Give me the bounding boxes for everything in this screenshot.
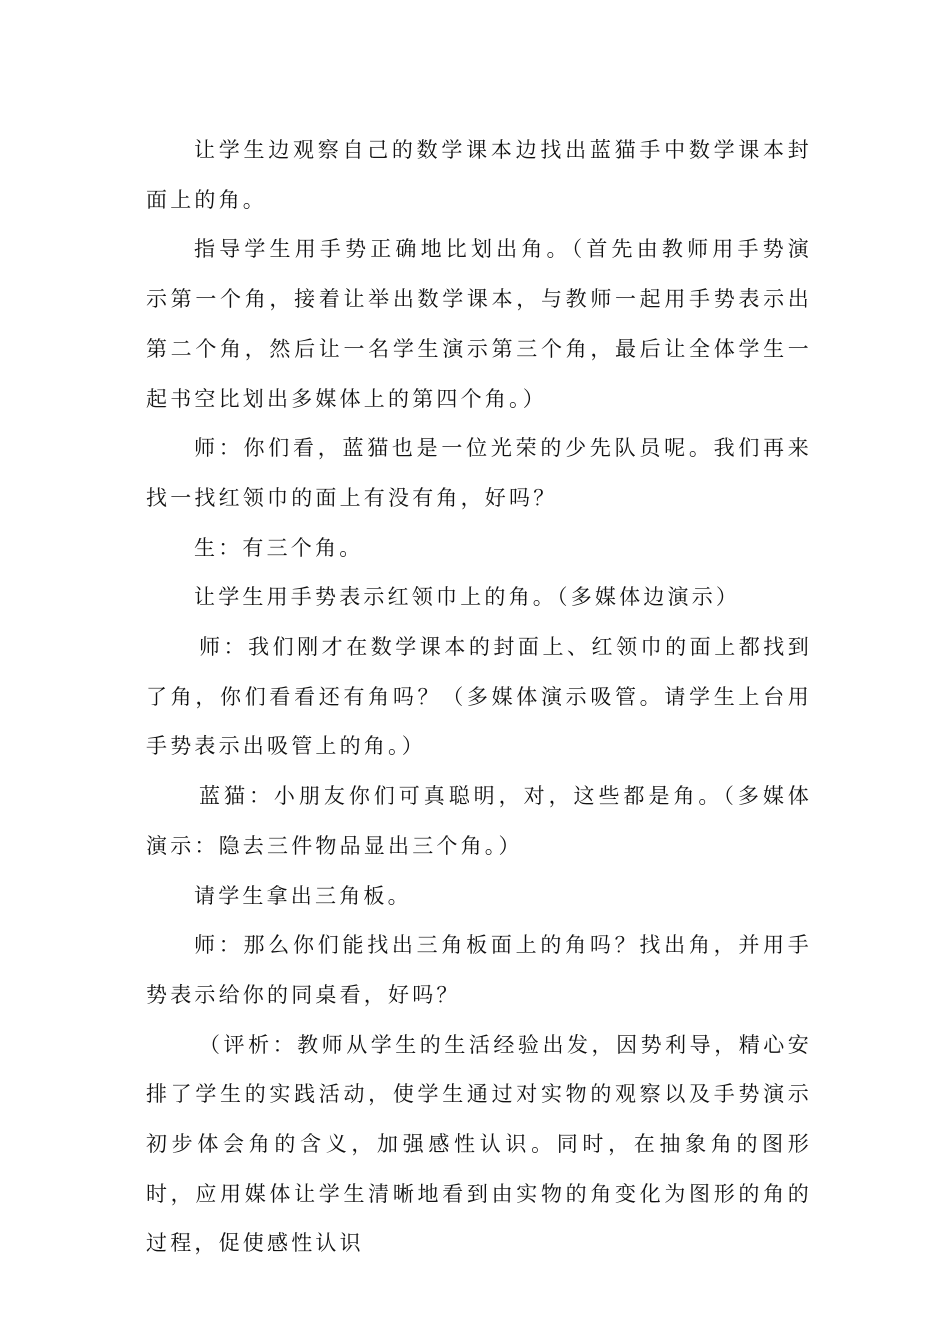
- paragraph-teacher-straw: 师：我们刚才在数学课本的封面上、红领巾的面上都找到了角，你们看看还有角吗？（多媒体演示吸管。请学生上台用手势表示出吸管上的角。）: [146, 635, 812, 759]
- paragraph-student-answer: 生：有三个角。: [194, 535, 364, 560]
- paragraph-teacher-find-angles: 师：那么你们能找出三角板面上的角吗？找出角，并用手势表示给你的同桌看，好吗？: [146, 933, 812, 1007]
- paragraph-observe-textbook: 让学生边观察自己的数学课本边找出蓝猫手中数学课本封面上的角。: [146, 138, 812, 212]
- document-body: [146, 126, 812, 1269]
- paragraph-teacher-red-scarf: 师：你们看，蓝猫也是一位光荣的少先队员呢。我们再来找一找红领巾的面上有没有角，好吗？: [146, 436, 812, 510]
- paragraph-commentary: （评析：教师从学生的生活经验出发，因势利导，精心安排了学生的实践活动，使学生通过对实物的观察以及手势演示初步体会角的含义，加强感性认识。同时，在抽象角的图形时，应用媒体让学生清晰地看到由实物的角变化为图形的角的过程，促使感性认识: [146, 1032, 812, 1256]
- paragraph-gesture-guidance: 指导学生用手势正确地比划出角。（首先由教师用手势演示第一个角，接着让举出数学课本，与教师一起用手势表示出第二个角，然后让一名学生演示第三个角，最后让全体学生一起书空比划出多媒体上的第四个角。）: [146, 237, 812, 411]
- paragraph-blue-cat: 蓝猫：小朋友你们可真聪明，对，这些都是角。（多媒体演示：隐去三件物品显出三个角。）: [146, 784, 812, 858]
- paragraph-scarf-gesture: 让学生用手势表示红领巾上的角。（多媒体边演示）: [194, 585, 741, 610]
- paragraph-triangle-ruler: 请学生拿出三角板。: [194, 883, 412, 908]
